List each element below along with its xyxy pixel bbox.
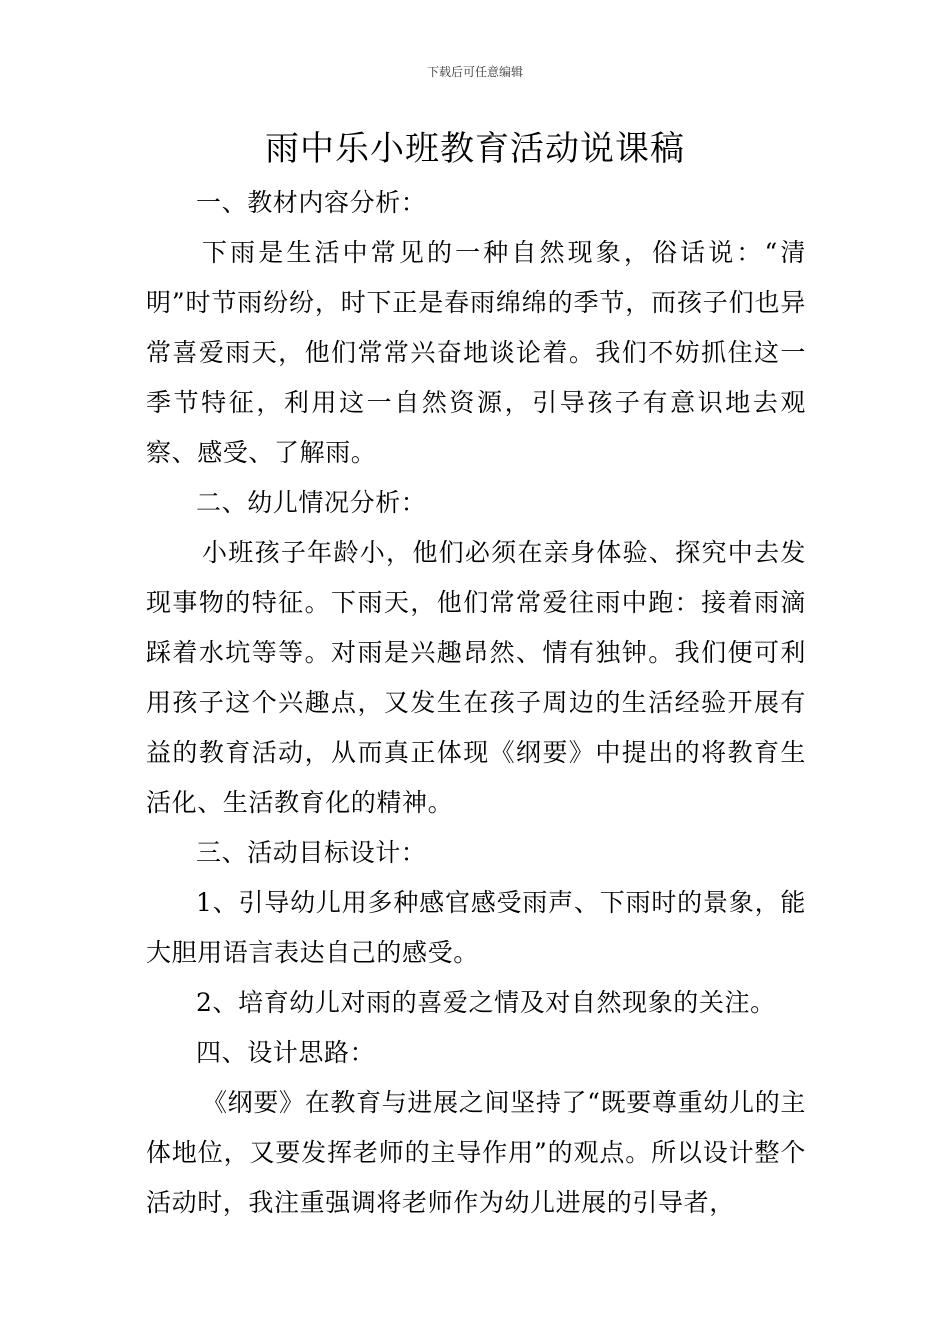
section-paragraph-materials: 下雨是生活中常见的一种自然现象，俗话说：“清明”时节雨纷纷，时下正是春雨绵绵的季节，而孩子们也异常喜爱雨天，他们常常兴奋地谈论着。我们不妨抓住这一季节特征，利用这一自然资源，引导孩子有意识地去观察、感受、了解雨。: [146, 238, 806, 467]
section-heading-design: 四、设计思路：: [196, 1038, 376, 1067]
section-paragraph-design: 《纲要》在教育与进展之间坚持了“既要尊重幼儿的主体地位，又要发挥老师的主导作用”的观点。所以设计整个活动时，我注重强调将老师作为幼儿进展的引导者，: [146, 1088, 806, 1217]
section-heading-materials: 一、教材内容分析：: [196, 188, 427, 217]
section-heading-goals: 三、活动目标设计：: [196, 838, 427, 867]
document-title: 雨中乐小班教育活动说课稿: [265, 129, 685, 169]
section-heading-children: 二、幼儿情况分析：: [196, 488, 427, 517]
section-paragraph-children: 小班孩子年龄小，他们必须在亲身体验、探究中去发现事物的特征。下雨天，他们常常爱往雨中跑：接着雨滴踩着水坑等等。对雨是兴趣昂然、情有独钟。我们便可利用孩子这个兴趣点，又发生在孩子周边的生活经验开展有益的教育活动，从而真正体现《纲要》中提出的将教育生活化、生活教育化的精神。: [146, 538, 806, 817]
goal-item-2: 2、培育幼儿对雨的喜爱之情及对自然现象的关注。: [196, 988, 776, 1017]
goal-item-1: 1、引导幼儿用多种感官感受雨声、下雨时的景象，能大胆用语言表达自己的感受。: [146, 888, 806, 967]
document-body: [146, 178, 806, 1228]
header-note: 下载后可任意编辑: [426, 65, 523, 79]
